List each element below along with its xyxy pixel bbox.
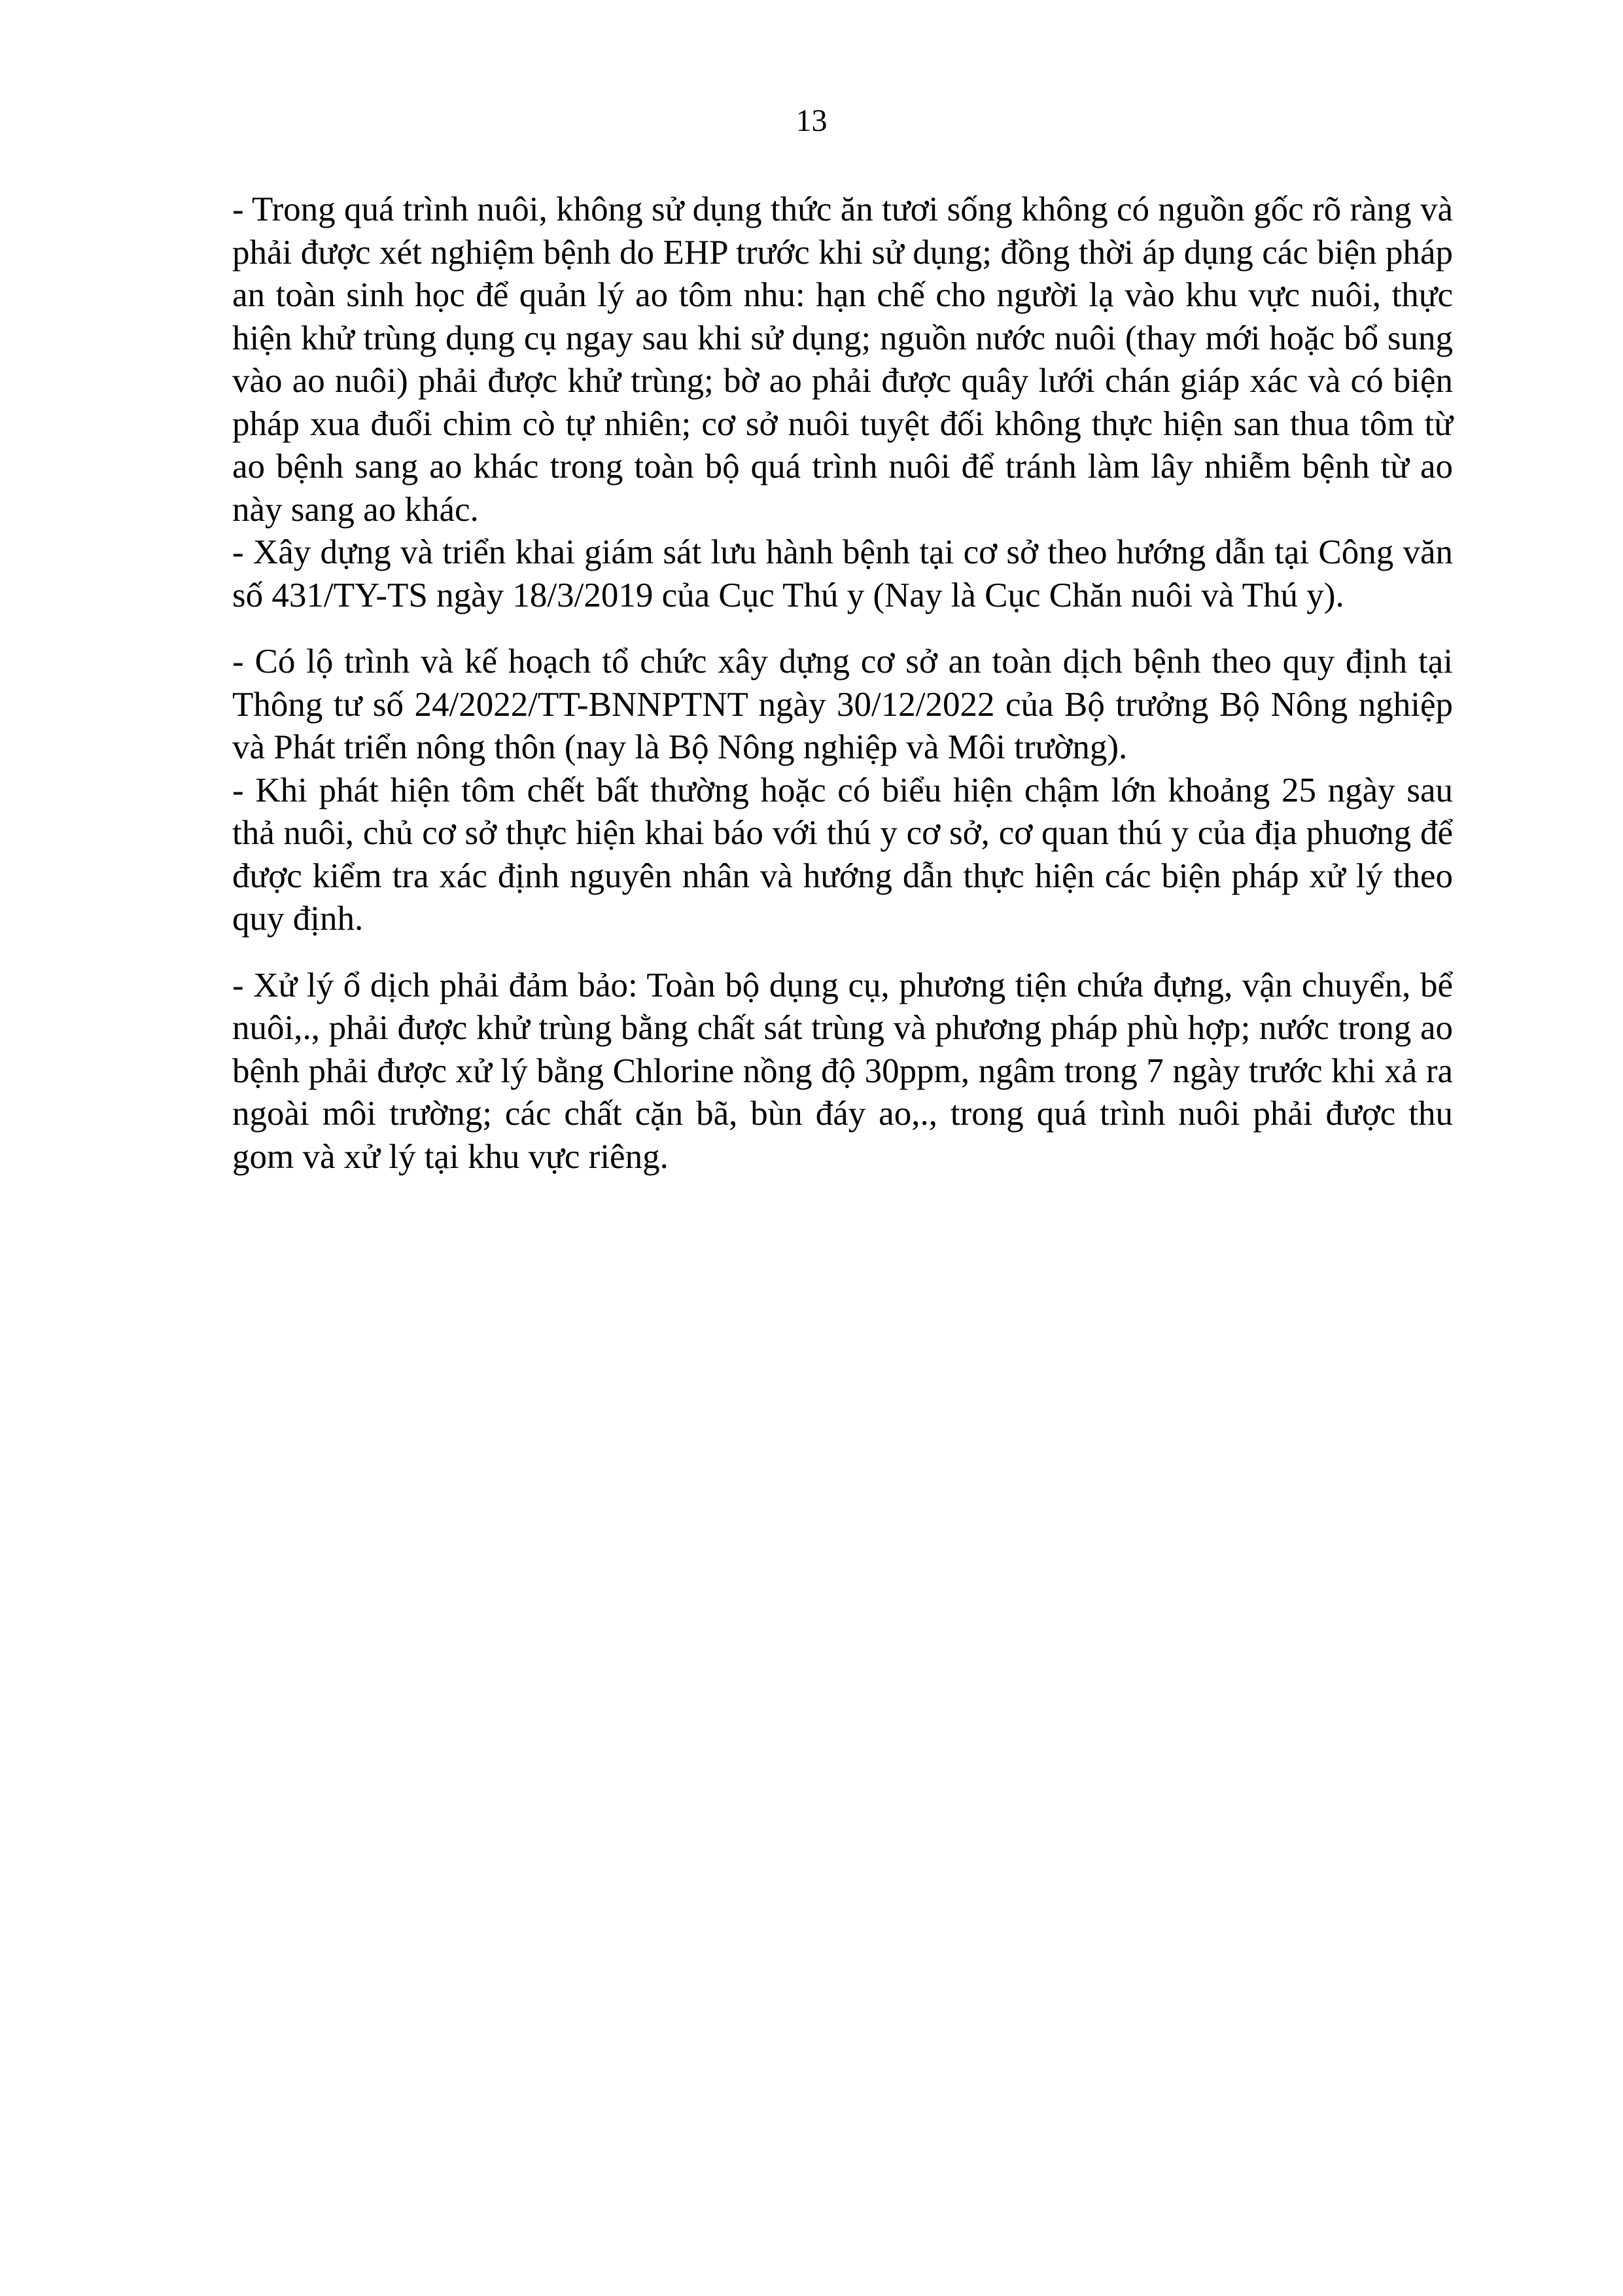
page-number: 13 bbox=[795, 103, 828, 138]
paragraph-outbreak-handling: - Xử lý ổ dịch phải đảm bảo: Toàn bộ dụng cụ, phương tiện chứa đựng, vận chuyển, bể nuôi,., phải được khử trùng bằng chất sát trùng và phương pháp phù hợp; nước trong ao bệnh phải được xử lý bằng Chlorine nồng độ 30ppm, ngâm trong 7 ngày trước khi xả ra ngoài môi trường; các chất cặn bã, bùn đáy ao,., trong quá trình nuôi phải được thu gom và xử lý tại khu vực riêng. bbox=[232, 966, 1453, 1176]
document-body bbox=[232, 188, 1453, 1178]
paragraph-disease-surveillance: - Xây dựng và triển khai giám sát lưu hành bệnh tại cơ sở theo hướng dẫn tại Công văn số 431/TY-TS ngày 18/3/2019 của Cục Thú y (Nay là Cục Chăn nuôi và Thú y). bbox=[232, 533, 1453, 614]
paragraph-safe-facility-plan: - Có lộ trình và kế hoạch tổ chức xây dựng cơ sở an toàn dịch bệnh theo quy định tại Thông tư số 24/2022/TT-BNNPTNT ngày 30/12/2022 của Bộ trưởng Bộ Nông nghiệp và Phát triển nông thôn (nay là Bộ Nông nghiệp và Môi trường). bbox=[232, 643, 1453, 766]
paragraph-biosecurity: - Trong quá trình nuôi, không sử dụng thức ăn tươi sống không có nguồn gốc rõ ràng và phải được xét nghiệm bệnh do EHP trước khi sử dụng; đồng thời áp dụng các biện pháp an toàn sinh học để quản lý ao tôm nhu: hạn chế cho người lạ vào khu vực nuôi, thực hiện khử trùng dụng cụ ngay sau khi sử dụng; nguồn nước nuôi (thay mới hoặc bổ sung vào ao nuôi) phải được khử trùng; bờ ao phải được quây lưới chán giáp xác và có biện pháp xua đuổi chim cò tự nhiên; cơ sở nuôi tuyệt đối không thực hiện san thua tôm từ ao bệnh sang ao khác trong toàn bộ quá trình nuôi để tránh làm lây nhiễm bệnh từ ao này sang ao khác. bbox=[232, 190, 1453, 529]
paragraph-abnormal-death-report: - Khi phát hiện tôm chết bất thường hoặc có biểu hiện chậm lớn khoảng 25 ngày sau thả nuôi, chủ cơ sở thực hiện khai báo với thú y cơ sở, cơ quan thú y của địa phuơng để được kiểm tra xác định nguyên nhân và hướng dẫn thực hiện các biện pháp xử lý theo quy định. bbox=[232, 771, 1453, 938]
